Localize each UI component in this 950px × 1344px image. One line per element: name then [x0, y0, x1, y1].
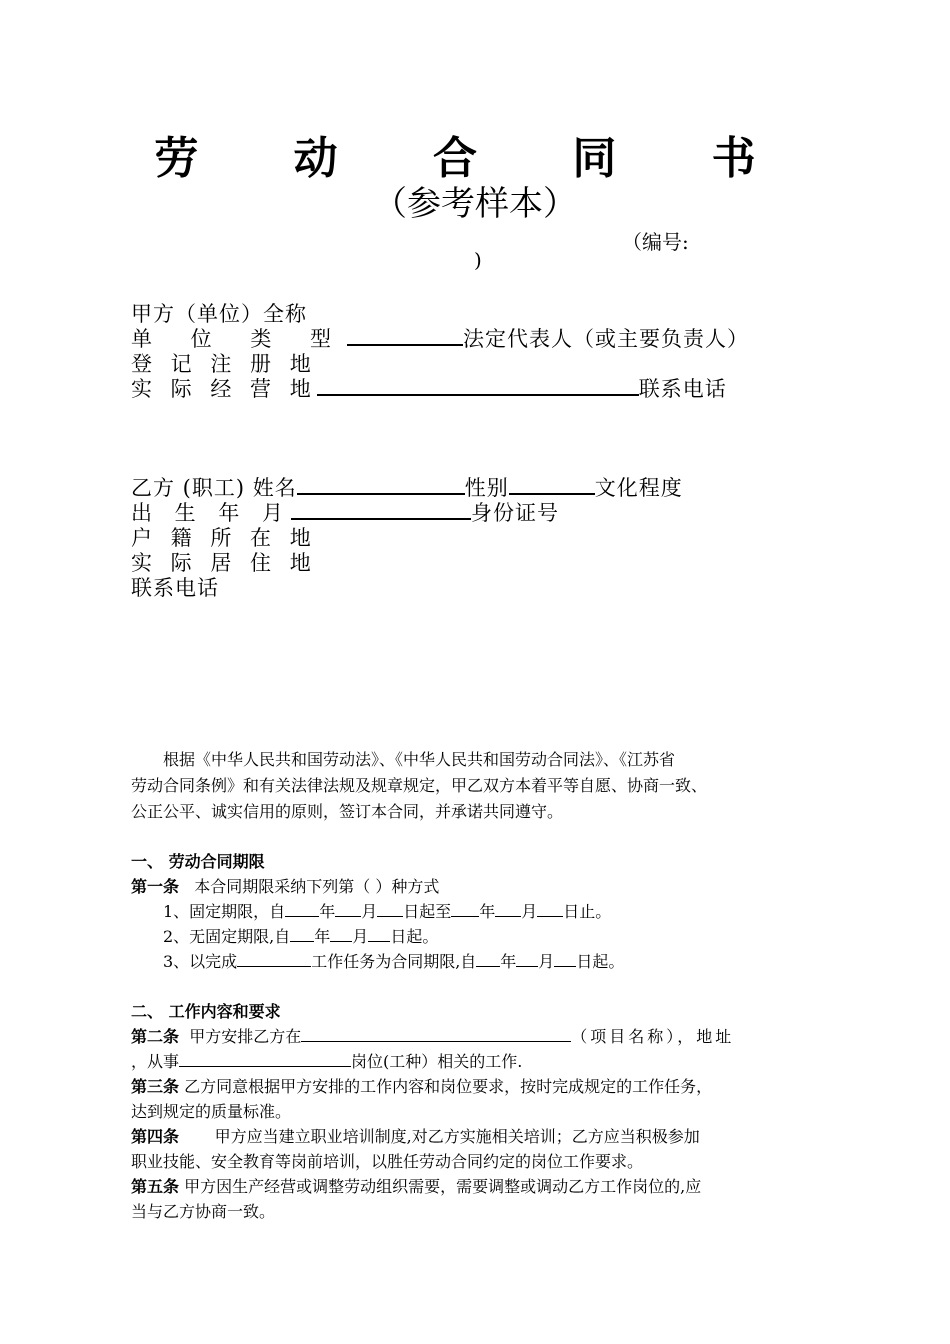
- day-label: 日起至: [403, 902, 452, 921]
- article-4-line-2: 职业技能、安全教育等岗前培训，以胜任劳动合同约定的岗位工作要求。: [131, 1152, 644, 1171]
- article-3-text: 乙方同意根据甲方安排的工作内容和岗位要求，按时完成规定的工作任务，: [184, 1077, 713, 1096]
- month-label: 月: [361, 902, 378, 921]
- birth-blank[interactable]: [291, 498, 471, 520]
- birth-label: 出 生 年 月: [131, 501, 292, 525]
- opt2-day-blank[interactable]: [368, 926, 390, 942]
- option-3-text: 3、以完成: [163, 952, 238, 971]
- party-a-full-name-label: 甲方（单位）全称: [131, 302, 307, 326]
- business-address-label: 实 际 经 营 地: [131, 377, 317, 401]
- contract-number-label: （编号:: [622, 230, 689, 254]
- article-3-line-2: 达到规定的质量标准。: [131, 1102, 292, 1121]
- article-1: [131, 874, 439, 897]
- article-1-label: 第一条: [131, 877, 180, 896]
- project-name-blank[interactable]: [301, 1026, 571, 1042]
- unit-type-label: 单 位 类 型: [131, 327, 348, 351]
- section-2-heading: 二、 工作内容和要求: [131, 1002, 281, 1021]
- end-year-blank[interactable]: [451, 901, 479, 917]
- opt2-year-blank[interactable]: [290, 926, 314, 942]
- article-2-text-3: ，从事: [131, 1052, 180, 1071]
- article-2-text-2: （项目名称），地址: [571, 1027, 735, 1046]
- article-5-text: 甲方因生产经营或调整劳动组织需要，需要调整或调动乙方工作岗位的,应: [184, 1177, 702, 1196]
- contract-number-close: ): [474, 248, 482, 272]
- business-address-blank[interactable]: [317, 374, 639, 396]
- household-label: 户 籍 所 在 地: [131, 526, 317, 550]
- start-day-blank[interactable]: [377, 901, 403, 917]
- year-label: 年: [500, 952, 517, 971]
- party-a-phone-label: 联系电话: [638, 377, 727, 401]
- article-2-line-2: [131, 1049, 522, 1072]
- opt3-year-blank[interactable]: [476, 951, 500, 967]
- article-4-text: 甲方应当建立职业培训制度,对乙方实施相关培训；乙方应当积极参加: [214, 1127, 700, 1146]
- year-label: 年: [319, 902, 336, 921]
- opt2-month-blank[interactable]: [330, 926, 352, 942]
- gender-label: 性别: [464, 476, 509, 500]
- start-year-blank[interactable]: [285, 901, 319, 917]
- legal-rep-label: 法定代表人（或主要负责人）: [463, 327, 750, 351]
- article-4-line-1: [131, 1124, 700, 1147]
- option-1-text: 1、固定期限，自: [163, 902, 286, 921]
- month-label: 月: [538, 952, 555, 971]
- day-label: 日止。: [563, 902, 612, 921]
- article-2-text: 甲方安排乙方在: [189, 1027, 302, 1046]
- article-3-line-1: [131, 1074, 712, 1097]
- intro-line-1: 根据《中华人民共和国劳动法》、《中华人民共和国劳动合同法》、《江苏省: [163, 750, 676, 769]
- party-a-business-row: [131, 373, 727, 403]
- article-2-label: 第二条: [131, 1027, 180, 1046]
- option-1: [163, 899, 611, 922]
- party-b-phone-label: 联系电话: [131, 576, 219, 600]
- unit-type-blank[interactable]: [347, 324, 463, 346]
- registered-address-label: 登 记 注 册 地: [131, 352, 317, 376]
- option-2-text: 2、无固定期限,自: [163, 927, 291, 946]
- position-blank[interactable]: [179, 1051, 351, 1067]
- article-3-label: 第三条: [131, 1077, 180, 1096]
- option-3: [163, 949, 624, 972]
- opt3-month-blank[interactable]: [516, 951, 538, 967]
- start-month-blank[interactable]: [335, 901, 361, 917]
- option-2: [163, 924, 438, 947]
- article-4-label: 第四条: [131, 1127, 180, 1146]
- document-subtitle: （参考样本）: [373, 184, 577, 224]
- article-1-text: 本合同期限采纳下列第（ ）种方式: [194, 877, 440, 896]
- id-label: 身份证号: [471, 501, 560, 525]
- day-label: 日起。: [576, 952, 625, 971]
- article-5-line-1: [131, 1174, 701, 1197]
- year-label: 年: [314, 927, 331, 946]
- residence-label: 实 际 居 住 地: [131, 551, 317, 575]
- intro-line-3: 公正公平、诚实信用的原则，签订本合同，并承诺共同遵守。: [131, 802, 564, 821]
- option-3-text-2: 工作任务为合同期限,自: [311, 952, 477, 971]
- article-5-line-2: 当与乙方协商一致。: [131, 1202, 276, 1221]
- day-label: 日起。: [390, 927, 439, 946]
- party-b-name-label: 乙方 (职工) 姓名: [131, 476, 297, 500]
- month-label: 月: [521, 902, 538, 921]
- end-day-blank[interactable]: [537, 901, 563, 917]
- task-blank[interactable]: [237, 951, 311, 967]
- education-label: 文化程度: [594, 476, 683, 500]
- intro-line-2: 劳动合同条例》和有关法律法规及规章规定，甲乙双方本着平等自愿、协商一致、: [131, 776, 708, 795]
- article-2-text-4: 岗位(工种）相关的工作.: [351, 1052, 523, 1071]
- article-5-label: 第五条: [131, 1177, 180, 1196]
- gender-blank[interactable]: [509, 473, 595, 495]
- section-1-heading: 一、 劳动合同期限: [131, 852, 265, 871]
- article-2-line-1: [131, 1024, 734, 1047]
- document-title: 劳 动 合 同 书: [154, 133, 796, 184]
- month-label: 月: [352, 927, 369, 946]
- opt3-day-blank[interactable]: [554, 951, 576, 967]
- end-month-blank[interactable]: [495, 901, 521, 917]
- name-blank[interactable]: [297, 473, 465, 495]
- year-label: 年: [479, 902, 496, 921]
